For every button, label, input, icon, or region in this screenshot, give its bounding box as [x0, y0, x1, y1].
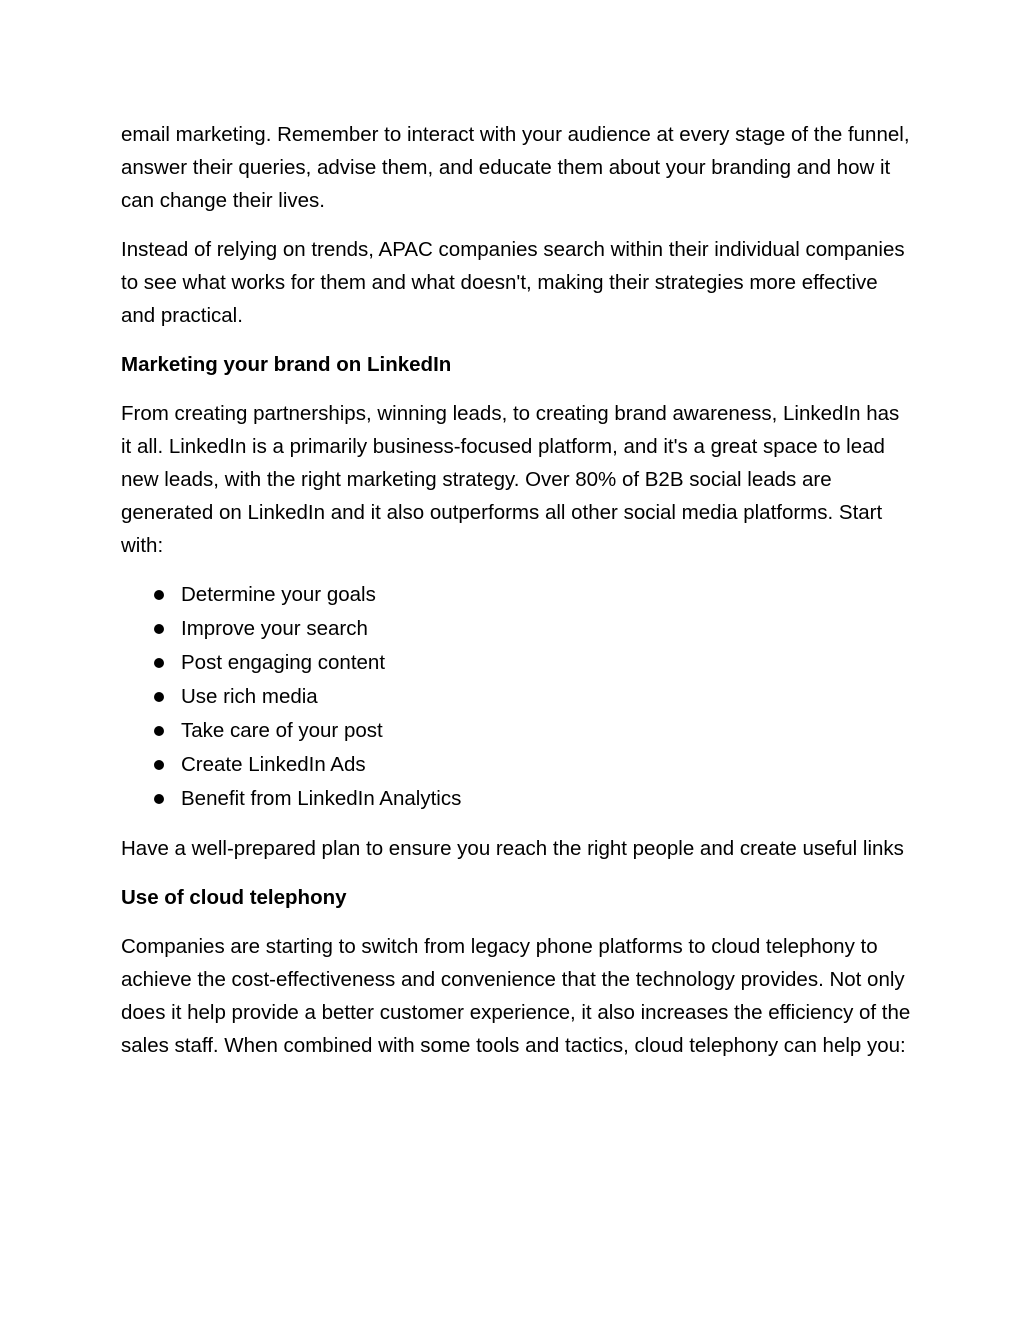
paragraph-email-marketing: email marketing. Remember to interact with your audience at every stage of the funnel, answer their queries, advise them, and educate them about your branding and how it can change their lives. — [121, 123, 910, 212]
list-item-text: Create LinkedIn Ads — [181, 753, 366, 776]
bullet-icon — [154, 794, 164, 804]
bullet-icon — [154, 726, 164, 736]
list-item-text: Determine your goals — [181, 583, 376, 606]
heading-cloud-telephony: Use of cloud telephony — [121, 886, 347, 909]
list-item — [121, 748, 911, 782]
bullet-icon — [154, 658, 164, 668]
list-item-text: Improve your search — [181, 617, 368, 640]
list-item — [121, 646, 911, 680]
list-item — [121, 578, 911, 612]
list-item-text: Use rich media — [181, 685, 318, 708]
bullet-icon — [154, 590, 164, 600]
paragraph-well-prepared-plan: Have a well-prepared plan to ensure you reach the right people and create useful links — [121, 837, 904, 860]
document-page — [121, 118, 911, 1078]
bullet-icon — [154, 760, 164, 770]
list-item — [121, 680, 911, 714]
list-item-text: Post engaging content — [181, 651, 386, 674]
bullet-icon — [154, 692, 164, 702]
list-item — [121, 714, 911, 748]
list-item-text: Benefit from LinkedIn Analytics — [181, 787, 462, 810]
list-item-text: Take care of your post — [181, 719, 383, 742]
bullet-icon — [154, 624, 164, 634]
paragraph-apac-companies: Instead of relying on trends, APAC companies search within their individual companies to see what works for them and what doesn't, making their strategies more effective and practical. — [121, 238, 905, 327]
paragraph-linkedin: From creating partnerships, winning leads, to creating brand awareness, LinkedIn has it all. LinkedIn is a primarily business-focused platform, and it's a great space to lead new leads, with the right marketing strategy. Over 80% of B2B social leads are generated on LinkedIn and it also outperforms all other social media platforms. Start with: — [121, 402, 900, 557]
heading-linkedin: Marketing your brand on LinkedIn — [121, 353, 452, 376]
bullet-list — [121, 578, 911, 816]
paragraph-cloud-telephony: Companies are starting to switch from legacy phone platforms to cloud telephony to achieve the cost-effectiveness and convenience that the technology provides. Not only does it help provide a better customer experience, it also increases the efficiency of the sales staff. When combined with some tools and tactics, cloud telephony can help you: — [121, 935, 911, 1057]
list-item — [121, 612, 911, 646]
list-item — [121, 782, 911, 816]
